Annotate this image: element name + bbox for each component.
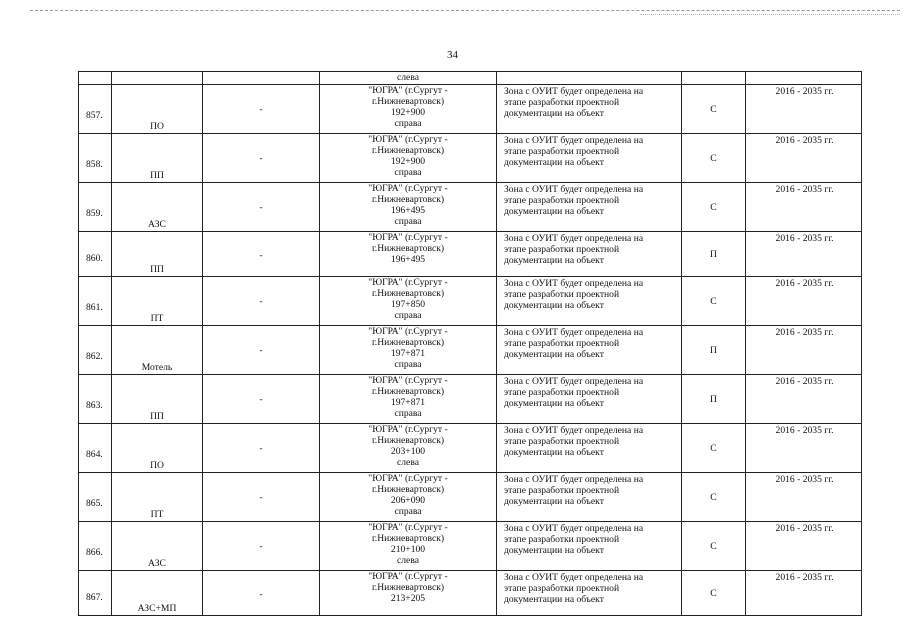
zone-note-line: документации на объект — [504, 157, 604, 168]
road-km: 197+850 — [390, 299, 426, 310]
zone-note-line: Зона с ОУИТ будет определена на — [504, 233, 644, 244]
zone-note-line: этапе разработки проектной — [504, 485, 620, 496]
dash-mark: - — [259, 296, 263, 308]
table-row — [79, 326, 862, 375]
category-cell — [682, 85, 746, 134]
table-row — [79, 232, 862, 277]
zone-note-line: этапе разработки проектной — [504, 387, 620, 398]
dash-mark: - — [259, 541, 263, 553]
row-number-cell — [79, 183, 112, 232]
zone-note-line: Зона с ОУИТ будет определена на — [504, 376, 644, 387]
road-location-cell — [320, 134, 497, 183]
zone-note-line: Зона с ОУИТ будет определена на — [504, 135, 644, 146]
period-cell — [746, 232, 862, 277]
zone-note-line: этапе разработки проектной — [504, 338, 620, 349]
table-row — [79, 522, 862, 571]
road-name: "ЮГРА" (г.Сургут - — [368, 424, 448, 435]
zone-note-line: Зона с ОУИТ будет определена на — [504, 523, 644, 534]
object-type-cell — [112, 424, 203, 473]
implementation-period: 2016 - 2035 гг. — [775, 135, 834, 146]
category-cell — [682, 134, 746, 183]
road-km: 206+090 — [390, 495, 426, 506]
road-side: справа — [394, 359, 422, 370]
placeholder-cell — [203, 571, 320, 616]
row-number: 858. — [86, 159, 103, 170]
category-cell — [682, 571, 746, 616]
row-number: 859. — [86, 208, 103, 219]
zone-note-line: Зона с ОУИТ будет определена на — [504, 184, 644, 195]
row-number-cell — [79, 424, 112, 473]
dash-mark: - — [259, 104, 263, 116]
object-type-cell — [112, 134, 203, 183]
dash-mark: - — [259, 492, 263, 504]
placeholder-cell — [203, 424, 320, 473]
table-row — [79, 134, 862, 183]
row-number-cell — [79, 134, 112, 183]
object-type: АЗС+МП — [137, 603, 177, 614]
row-number: 867. — [86, 592, 103, 603]
road-side: справа — [394, 216, 422, 227]
zone-note-line: документации на объект — [504, 496, 604, 507]
road-name: "ЮГРА" (г.Сургут - — [368, 183, 448, 194]
road-km: 192+900 — [390, 107, 426, 118]
category-cell — [682, 375, 746, 424]
zone-note-line: этапе разработки проектной — [504, 146, 620, 157]
implementation-period: 2016 - 2035 гг. — [775, 184, 834, 195]
road-name: "ЮГРА" (г.Сургут - — [368, 571, 448, 582]
road-location-cell — [320, 571, 497, 616]
road-side: справа — [394, 167, 422, 178]
period-cell — [746, 424, 862, 473]
dash-mark: - — [259, 394, 263, 406]
zone-note-line: этапе разработки проектной — [504, 244, 620, 255]
placeholder-cell — [203, 85, 320, 134]
object-type-cell — [112, 277, 203, 326]
placeholder-cell — [203, 326, 320, 375]
dash-mark: - — [259, 202, 263, 214]
row-number: 861. — [86, 302, 103, 313]
road-name: "ЮГРА" (г.Сургут - — [368, 85, 448, 96]
object-type-cell — [112, 571, 203, 616]
table-row — [79, 375, 862, 424]
object-type: ПО — [150, 460, 164, 471]
zone-note-line: этапе разработки проектной — [504, 289, 620, 300]
category-code: С — [710, 103, 717, 115]
placeholder-cell — [203, 473, 320, 522]
road-location-cell — [320, 326, 497, 375]
implementation-period: 2016 - 2035 гг. — [775, 233, 834, 244]
road-name: "ЮГРА" (г.Сургут - — [368, 375, 448, 386]
road-route: г.Нижневартовск) — [371, 337, 445, 348]
dash-mark: - — [259, 588, 263, 600]
road-route: г.Нижневартовск) — [371, 582, 445, 593]
zone-note-line: Зона с ОУИТ будет определена на — [504, 327, 644, 338]
road-name: "ЮГРА" (г.Сургут - — [368, 522, 448, 533]
category-code: П — [710, 248, 717, 260]
category-cell — [682, 473, 746, 522]
road-location-cell — [320, 85, 497, 134]
road-km: 197+871 — [390, 348, 426, 359]
category-cell — [682, 326, 746, 375]
period-cell — [746, 134, 862, 183]
road-route: г.Нижневартовск) — [371, 484, 445, 495]
row-number: 863. — [86, 400, 103, 411]
object-type-cell — [112, 326, 203, 375]
dash-mark: - — [259, 153, 263, 165]
category-code: С — [710, 442, 717, 454]
row-number: 865. — [86, 498, 103, 509]
road-km: 203+100 — [390, 446, 426, 457]
category-code: С — [710, 540, 717, 552]
row-number: 864. — [86, 449, 103, 460]
road-route: г.Нижневартовск) — [371, 288, 445, 299]
road-route: г.Нижневартовск) — [371, 533, 445, 544]
period-cell — [746, 85, 862, 134]
scan-edge-line — [640, 14, 900, 15]
road-location-cell — [320, 375, 497, 424]
zone-note-cell — [497, 85, 682, 134]
road-side: справа — [394, 118, 422, 129]
period-cell — [746, 522, 862, 571]
category-cell — [682, 277, 746, 326]
zone-note-line: документации на объект — [504, 255, 604, 266]
zone-note-line: документации на объект — [504, 349, 604, 360]
category-cell — [682, 232, 746, 277]
road-side — [320, 265, 496, 276]
zone-note-cell — [497, 326, 682, 375]
dash-mark: - — [259, 249, 263, 261]
zone-note-cell — [497, 473, 682, 522]
zone-note-line: этапе разработки проектной — [504, 97, 620, 108]
implementation-period: 2016 - 2035 гг. — [775, 474, 834, 485]
row-number: 866. — [86, 547, 103, 558]
period-cell — [746, 473, 862, 522]
zone-note-line: документации на объект — [504, 108, 604, 119]
period-cell — [746, 183, 862, 232]
row-number-cell — [79, 326, 112, 375]
zone-note-line: Зона с ОУИТ будет определена на — [504, 86, 644, 97]
table-row — [79, 85, 862, 134]
zone-note-line: документации на объект — [504, 206, 604, 217]
road-km: 197+871 — [390, 397, 426, 408]
zone-note-line: документации на объект — [504, 447, 604, 458]
zone-note-line: Зона с ОУИТ будет определена на — [504, 278, 644, 289]
road-route: г.Нижневартовск) — [371, 194, 445, 205]
road-route: г.Нижневартовск) — [371, 145, 445, 156]
zone-note-line: этапе разработки проектной — [504, 583, 620, 594]
category-code: С — [710, 295, 717, 307]
zone-note-line: этапе разработки проектной — [504, 436, 620, 447]
period-cell — [746, 277, 862, 326]
object-type: АЗС — [148, 219, 166, 230]
row-number-cell — [79, 85, 112, 134]
road-location-cell — [320, 473, 497, 522]
road-location-cell — [320, 183, 497, 232]
zone-note-cell — [497, 277, 682, 326]
zone-note-cell — [497, 134, 682, 183]
implementation-period: 2016 - 2035 гг. — [775, 523, 834, 534]
road-location-cell — [320, 424, 497, 473]
row-number-cell — [79, 473, 112, 522]
object-type: ПТ — [150, 313, 164, 324]
road-name: "ЮГРА" (г.Сургут - — [368, 134, 448, 145]
road-route: г.Нижневартовск) — [371, 243, 445, 254]
register-table — [78, 71, 862, 616]
zone-note-line: Зона с ОУИТ будет определена на — [504, 474, 644, 485]
zone-note-line: документации на объект — [504, 300, 604, 311]
zone-note-cell — [497, 183, 682, 232]
road-name: "ЮГРА" (г.Сургут - — [368, 473, 448, 484]
zone-note-cell — [497, 522, 682, 571]
road-location-cell — [320, 522, 497, 571]
implementation-period: 2016 - 2035 гг. — [775, 376, 834, 387]
category-code: С — [710, 491, 717, 503]
implementation-period: 2016 - 2035 гг. — [775, 327, 834, 338]
period-cell — [746, 571, 862, 616]
implementation-period: 2016 - 2035 гг. — [775, 425, 834, 436]
road-location-cell — [320, 277, 497, 326]
table-row — [79, 277, 862, 326]
road-km: 210+100 — [390, 544, 426, 555]
page-number: 34 — [447, 49, 458, 61]
zone-note-cell — [497, 232, 682, 277]
table-row — [79, 183, 862, 232]
road-km: 213+205 — [390, 593, 426, 604]
road-route: г.Нижневартовск) — [371, 96, 445, 107]
object-type: ПП — [150, 170, 164, 181]
zone-note-cell — [497, 571, 682, 616]
table-row — [79, 424, 862, 473]
road-name: "ЮГРА" (г.Сургут - — [368, 277, 448, 288]
road-side: слева — [397, 72, 419, 83]
object-type-cell — [112, 183, 203, 232]
placeholder-cell — [203, 183, 320, 232]
road-km: 196+495 — [390, 205, 426, 216]
table-row — [79, 473, 862, 522]
zone-note-line: этапе разработки проектной — [504, 534, 620, 545]
row-number-cell — [79, 375, 112, 424]
category-code: С — [710, 201, 717, 213]
object-type: ПП — [150, 411, 164, 422]
road-side: слева — [397, 555, 419, 566]
road-side — [320, 604, 496, 615]
road-route: г.Нижневартовск) — [371, 386, 445, 397]
placeholder-cell — [203, 232, 320, 277]
object-type: ПО — [150, 121, 164, 132]
row-number-cell — [79, 277, 112, 326]
road-name: "ЮГРА" (г.Сургут - — [368, 326, 448, 337]
zone-note-line: документации на объект — [504, 594, 604, 605]
road-side: слева — [397, 457, 419, 468]
table-row-continuation — [79, 72, 862, 85]
implementation-period: 2016 - 2035 гг. — [775, 572, 834, 583]
zone-note-line: этапе разработки проектной — [504, 195, 620, 206]
row-number-cell — [79, 571, 112, 616]
category-code: П — [710, 344, 717, 356]
period-cell — [746, 375, 862, 424]
road-side: справа — [394, 506, 422, 517]
table-row — [79, 571, 862, 616]
zone-note-line: Зона с ОУИТ будет определена на — [504, 425, 644, 436]
row-number: 860. — [86, 253, 103, 264]
implementation-period: 2016 - 2035 гг. — [775, 278, 834, 289]
placeholder-cell — [203, 277, 320, 326]
road-route: г.Нижневартовск) — [371, 435, 445, 446]
category-code: С — [710, 587, 717, 599]
row-number: 862. — [86, 351, 103, 362]
road-km: 196+495 — [390, 254, 426, 265]
object-type-cell — [112, 473, 203, 522]
road-km: 192+900 — [390, 156, 426, 167]
zone-note-cell — [497, 424, 682, 473]
scan-edge-line — [30, 10, 900, 11]
road-name: "ЮГРА" (г.Сургут - — [368, 232, 448, 243]
road-side: справа — [394, 408, 422, 419]
object-type-cell — [112, 522, 203, 571]
placeholder-cell — [203, 134, 320, 183]
dash-mark: - — [259, 345, 263, 357]
object-type-cell — [112, 232, 203, 277]
object-type: ПТ — [150, 509, 164, 520]
row-number-cell — [79, 522, 112, 571]
zone-note-line: Зона с ОУИТ будет определена на — [504, 572, 644, 583]
row-number-cell — [79, 232, 112, 277]
placeholder-cell — [203, 375, 320, 424]
object-type: ПП — [150, 264, 164, 275]
category-cell — [682, 424, 746, 473]
category-cell — [682, 522, 746, 571]
placeholder-cell — [203, 522, 320, 571]
zone-note-cell — [497, 375, 682, 424]
category-cell — [682, 183, 746, 232]
category-code: С — [710, 152, 717, 164]
road-side: справа — [394, 310, 422, 321]
object-type: Мотель — [141, 362, 173, 373]
zone-note-line: документации на объект — [504, 545, 604, 556]
object-type-cell — [112, 375, 203, 424]
zone-note-line: документации на объект — [504, 398, 604, 409]
road-location-cell — [320, 232, 497, 277]
object-type-cell — [112, 85, 203, 134]
object-type: АЗС — [148, 558, 166, 569]
row-number: 857. — [86, 110, 103, 121]
dash-mark: - — [259, 443, 263, 455]
category-code: П — [710, 393, 717, 405]
implementation-period: 2016 - 2035 гг. — [775, 86, 834, 97]
period-cell — [746, 326, 862, 375]
